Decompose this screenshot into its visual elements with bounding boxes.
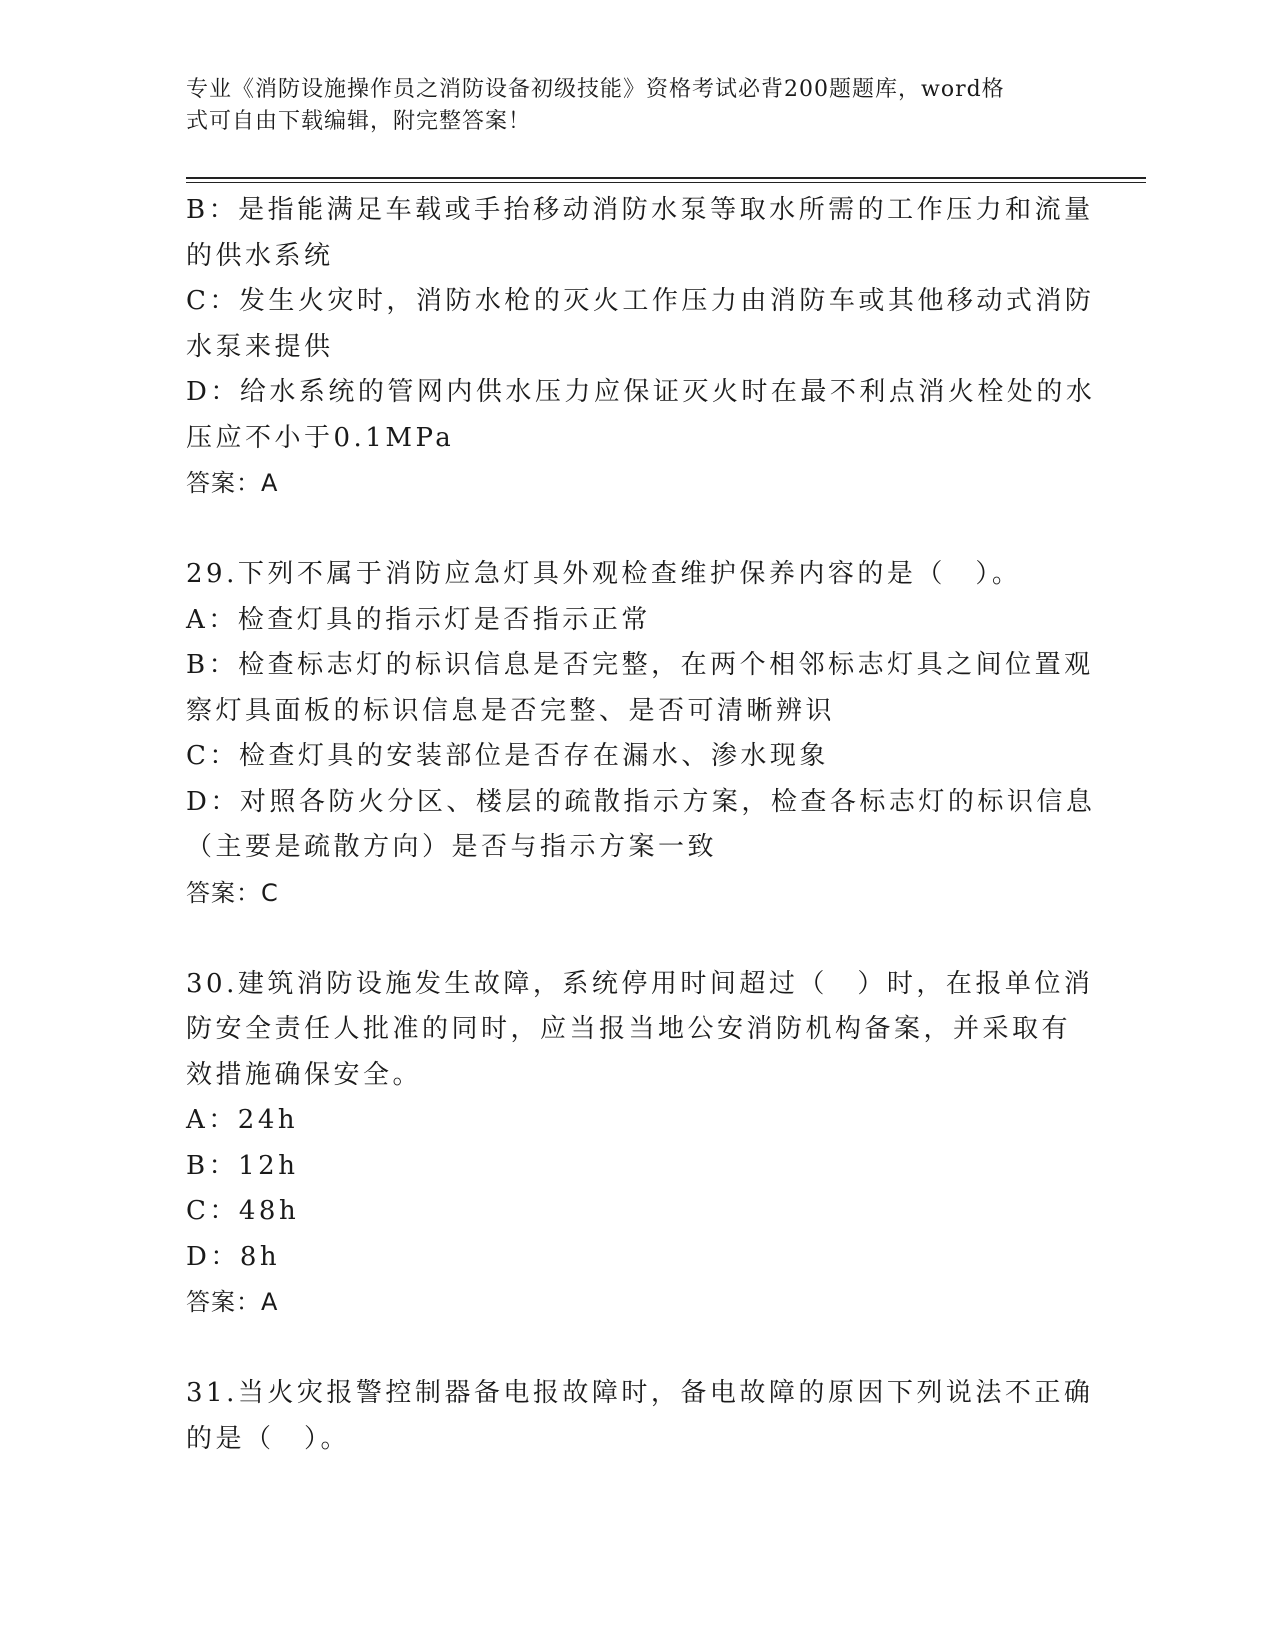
option-b-line-1: B：是指能满足车载或手抬移动消防水泵等取水所需的工作压力和流量 bbox=[186, 195, 1094, 225]
question-28 bbox=[186, 188, 1096, 507]
option-c: C：检查灯具的安装部位是否存在漏水、渗水现象 bbox=[186, 741, 829, 771]
option-d-line-1: D：给水系统的管网内供水压力应保证灭火时在最不利点消火栓处的水 bbox=[186, 377, 1096, 407]
answer: 答案：A bbox=[186, 469, 279, 497]
header-rule-thick bbox=[186, 177, 1146, 179]
question-29 bbox=[186, 552, 1096, 916]
option-d: D：8h bbox=[186, 1241, 281, 1272]
spacer bbox=[186, 916, 1086, 962]
option-b-line-1: B：检查标志灯的标识信息是否完整，在两个相邻标志灯具之间位置观 bbox=[186, 650, 1094, 680]
option-a: A：24h bbox=[186, 1105, 299, 1135]
question-30 bbox=[186, 962, 1094, 1326]
question-31 bbox=[186, 1371, 1094, 1462]
document-header bbox=[186, 74, 1066, 138]
answer: 答案：C bbox=[186, 878, 279, 907]
question-stem: 29.下列不属于消防应急灯具外观检查维护保养内容的是（ ）。 bbox=[186, 559, 1022, 589]
option-c: C：48h bbox=[186, 1196, 300, 1226]
spacer bbox=[186, 507, 1086, 553]
question-stem-line-2: 防安全责任人批准的同时，应当报当地公安消防机构备案，并采取有 bbox=[186, 1014, 1072, 1044]
option-c-line-2: 水泵来提供 bbox=[186, 331, 334, 362]
option-b: B：12h bbox=[186, 1150, 299, 1181]
option-b-line-2: 察灯具面板的标识信息是否完整、是否可清晰辨识 bbox=[186, 695, 836, 726]
option-d-line-2: （主要是疏散方向）是否与指示方案一致 bbox=[186, 832, 718, 862]
option-d-line-2: 压应不小于0.1MPa bbox=[186, 422, 455, 453]
answer: 答案：A bbox=[186, 1288, 279, 1316]
option-d-line-1: D：对照各防火分区、楼层的疏散指示方案，检查各标志灯的标识信息 bbox=[186, 786, 1096, 817]
option-b-line-2: 的供水系统 bbox=[186, 240, 334, 271]
header-line-2: 式可自由下载编辑，附完整答案！ bbox=[186, 109, 532, 134]
spacer bbox=[186, 1326, 1086, 1372]
option-a: A：检查灯具的指示灯是否指示正常 bbox=[186, 604, 651, 635]
option-c-line-1: C：发生火灾时，消防水枪的灭火工作压力由消防车或其他移动式消防 bbox=[186, 286, 1095, 316]
question-stem-line-1: 31.当火灾报警控制器备电报故障时，备电故障的原因下列说法不正确 bbox=[186, 1378, 1094, 1408]
header-line-1: 专业《消防设施操作员之消防设备初级技能》资格考试必背200题题库，word格 bbox=[186, 77, 1005, 102]
question-stem-line-3: 效措施确保安全。 bbox=[186, 1059, 423, 1090]
question-stem-line-1: 30.建筑消防设施发生故障，系统停用时间超过（ ）时，在报单位消 bbox=[186, 968, 1094, 999]
header-rule-thin bbox=[186, 182, 1146, 183]
document-body bbox=[186, 188, 1096, 1462]
question-stem-line-2: 的是（ ）。 bbox=[186, 1423, 351, 1454]
